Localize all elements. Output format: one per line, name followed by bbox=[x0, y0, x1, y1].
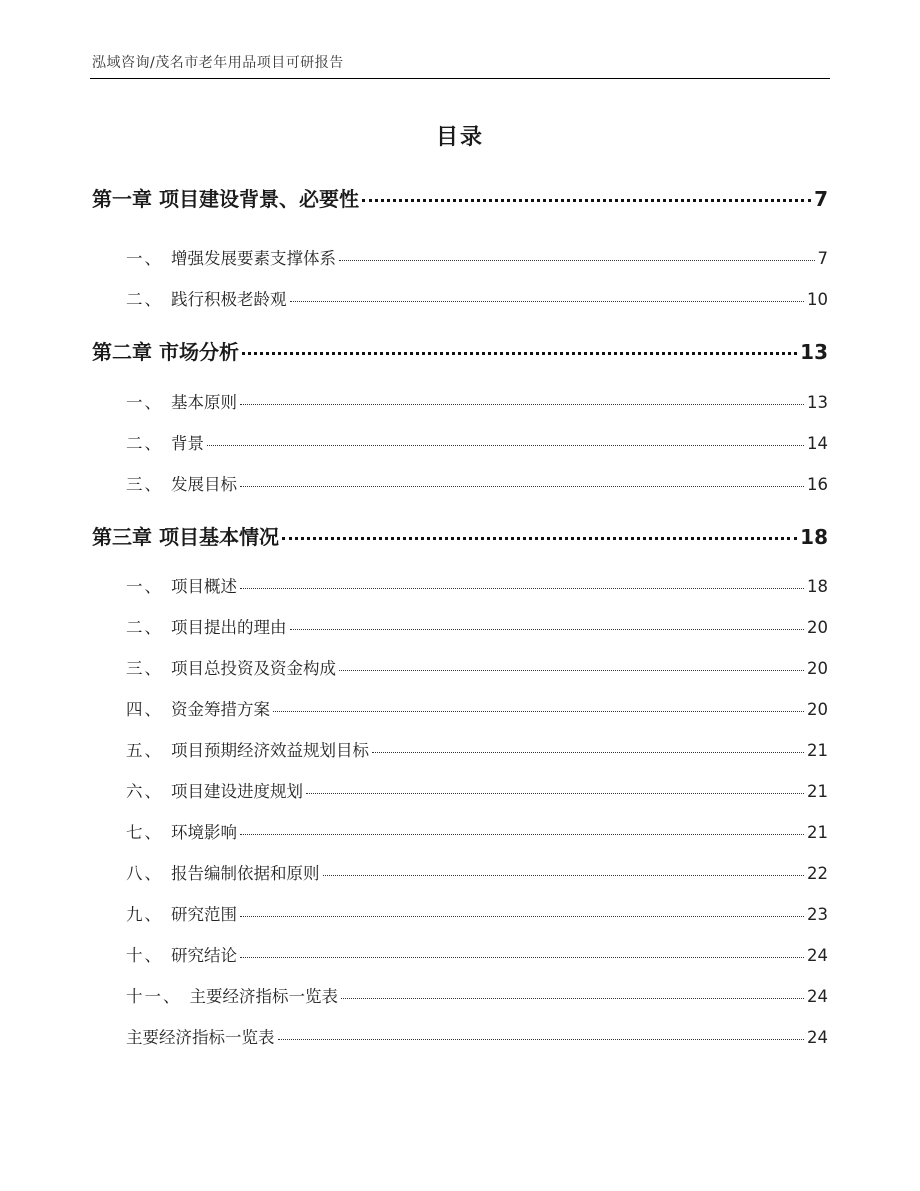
toc-page-number: 21 bbox=[807, 741, 828, 760]
toc-section-entry[interactable] bbox=[126, 471, 828, 495]
toc-entry-label bbox=[126, 860, 320, 884]
toc-section-entry[interactable] bbox=[126, 1024, 828, 1048]
toc-page-number: 20 bbox=[807, 659, 828, 678]
toc-entry-text: 项目建设进度规划 bbox=[171, 782, 303, 801]
toc-entry-text: 第一章 项目建设背景、必要性 bbox=[92, 187, 359, 211]
dot-leader bbox=[341, 998, 804, 999]
toc-section-entry[interactable] bbox=[126, 573, 828, 597]
header-rule bbox=[90, 78, 830, 79]
toc-page-number: 20 bbox=[807, 618, 828, 637]
toc-entry-label bbox=[126, 655, 336, 679]
toc-title: 目录 bbox=[435, 125, 484, 150]
toc-entry-number: 三、 bbox=[126, 659, 163, 678]
toc-chapter-entry[interactable] bbox=[92, 183, 828, 212]
toc-entry-text: 第三章 项目基本情况 bbox=[92, 525, 279, 549]
toc-entry-text: 背景 bbox=[171, 434, 204, 453]
toc-page-number: 18 bbox=[800, 525, 828, 549]
toc-section-entry[interactable] bbox=[126, 245, 828, 269]
toc-entry-text: 研究范围 bbox=[171, 905, 237, 924]
dot-leader bbox=[306, 793, 804, 794]
toc-page-number: 10 bbox=[807, 290, 828, 309]
toc-section-entry[interactable] bbox=[126, 389, 828, 413]
toc-page-number: 24 bbox=[807, 987, 828, 1006]
toc-entry-text: 资金筹措方案 bbox=[171, 700, 270, 719]
dot-leader bbox=[273, 711, 804, 712]
toc-entry-number: 六、 bbox=[126, 782, 163, 801]
toc-page-number: 18 bbox=[807, 577, 828, 596]
toc-chapter-entry[interactable] bbox=[92, 336, 828, 365]
toc-entry-text: 基本原则 bbox=[171, 393, 237, 412]
toc-entry-text: 第二章 市场分析 bbox=[92, 340, 239, 364]
toc-entry-number: 一、 bbox=[126, 577, 163, 596]
dot-leader bbox=[290, 629, 805, 630]
toc-entry-number: 一、 bbox=[126, 393, 163, 412]
dot-leader bbox=[372, 752, 804, 753]
toc-entry-label bbox=[126, 389, 237, 413]
toc-entry-text: 报告编制依据和原则 bbox=[171, 864, 320, 883]
dot-leader bbox=[240, 916, 804, 917]
dot-leader bbox=[282, 537, 797, 540]
toc-entry-text: 践行积极老龄观 bbox=[171, 290, 287, 309]
toc-section-entry[interactable] bbox=[126, 778, 828, 802]
toc-section-entry[interactable] bbox=[126, 819, 828, 843]
toc-entry-number: 四、 bbox=[126, 700, 163, 719]
toc-page-number: 21 bbox=[807, 782, 828, 801]
toc-entry-label bbox=[126, 819, 237, 843]
toc-chapter-entry[interactable] bbox=[92, 521, 828, 550]
toc-page-number: 7 bbox=[814, 187, 828, 211]
toc-entry-label bbox=[126, 614, 287, 638]
toc-entry-label bbox=[126, 942, 237, 966]
running-header: 泓域咨询/茂名市老年用品项目可研报告 bbox=[92, 55, 344, 71]
toc-section-entry[interactable] bbox=[126, 696, 828, 720]
toc-page-number: 21 bbox=[807, 823, 828, 842]
toc-entry-label bbox=[126, 901, 237, 925]
toc-entry-label bbox=[92, 336, 239, 365]
toc-entry-number: 三、 bbox=[126, 475, 163, 494]
toc-page-number: 20 bbox=[807, 700, 828, 719]
toc-entry-text: 研究结论 bbox=[171, 946, 237, 965]
toc-section-entry[interactable] bbox=[126, 942, 828, 966]
toc-section-entry[interactable] bbox=[126, 737, 828, 761]
toc-entry-text: 增强发展要素支撑体系 bbox=[171, 249, 336, 268]
toc-page-number: 24 bbox=[807, 1028, 828, 1047]
toc-page-number: 16 bbox=[807, 475, 828, 494]
toc-section-entry[interactable] bbox=[126, 655, 828, 679]
toc-entry-number: 十一、 bbox=[126, 987, 182, 1006]
toc-entry-label bbox=[126, 573, 237, 597]
toc-section-entry[interactable] bbox=[126, 430, 828, 454]
dot-leader bbox=[339, 260, 815, 261]
toc-entry-number: 二、 bbox=[126, 290, 163, 309]
toc-section-entry[interactable] bbox=[126, 286, 828, 310]
toc-entry-number: 十、 bbox=[126, 946, 163, 965]
toc-entry-text: 项目提出的理由 bbox=[171, 618, 287, 637]
dot-leader bbox=[242, 352, 797, 355]
toc-entry-label bbox=[126, 737, 369, 761]
toc-entry-number: 一、 bbox=[126, 249, 163, 268]
toc-page-number: 13 bbox=[800, 340, 828, 364]
toc-entry-number: 二、 bbox=[126, 618, 163, 637]
dot-leader bbox=[240, 486, 804, 487]
toc-entry-text: 项目预期经济效益规划目标 bbox=[171, 741, 369, 760]
toc-entry-text: 主要经济指标一览表 bbox=[126, 1028, 275, 1047]
toc-entry-number: 八、 bbox=[126, 864, 163, 883]
toc-entry-label bbox=[126, 245, 336, 269]
dot-leader bbox=[362, 199, 811, 202]
toc-entry-label bbox=[126, 1024, 275, 1048]
toc-entry-text: 发展目标 bbox=[171, 475, 237, 494]
toc-section-entry[interactable] bbox=[126, 614, 828, 638]
toc-entry-label bbox=[126, 696, 270, 720]
toc-entry-label bbox=[92, 521, 279, 550]
toc-page-number: 24 bbox=[807, 946, 828, 965]
dot-leader bbox=[240, 957, 804, 958]
dot-leader bbox=[240, 588, 804, 589]
toc-entry-number: 九、 bbox=[126, 905, 163, 924]
toc-entry-number: 五、 bbox=[126, 741, 163, 760]
toc-page-number: 22 bbox=[807, 864, 828, 883]
dot-leader bbox=[240, 404, 804, 405]
toc-entry-label bbox=[126, 471, 237, 495]
toc-section-entry[interactable] bbox=[126, 860, 828, 884]
toc-entry-label bbox=[126, 430, 204, 454]
dot-leader bbox=[323, 875, 805, 876]
toc-page-number: 13 bbox=[807, 393, 828, 412]
toc-entry-label bbox=[126, 286, 287, 310]
toc-entry-number: 七、 bbox=[126, 823, 163, 842]
toc-entry-label bbox=[92, 183, 359, 212]
toc-section-entry[interactable] bbox=[126, 983, 828, 1007]
toc-section-entry[interactable] bbox=[126, 901, 828, 925]
toc-entry-text: 主要经济指标一览表 bbox=[189, 987, 338, 1006]
dot-leader bbox=[339, 670, 804, 671]
dot-leader bbox=[207, 445, 804, 446]
toc-entry-label bbox=[126, 983, 338, 1007]
toc-entry-text: 项目总投资及资金构成 bbox=[171, 659, 336, 678]
dot-leader bbox=[240, 834, 804, 835]
toc-page-number: 14 bbox=[807, 434, 828, 453]
dot-leader bbox=[278, 1039, 805, 1040]
toc-page-number: 7 bbox=[817, 249, 828, 268]
toc-page-number: 23 bbox=[807, 905, 828, 924]
dot-leader bbox=[290, 301, 805, 302]
toc-entry-number: 二、 bbox=[126, 434, 163, 453]
toc-entry-text: 项目概述 bbox=[171, 577, 237, 596]
toc-entry-text: 环境影响 bbox=[171, 823, 237, 842]
toc-entry-label bbox=[126, 778, 303, 802]
